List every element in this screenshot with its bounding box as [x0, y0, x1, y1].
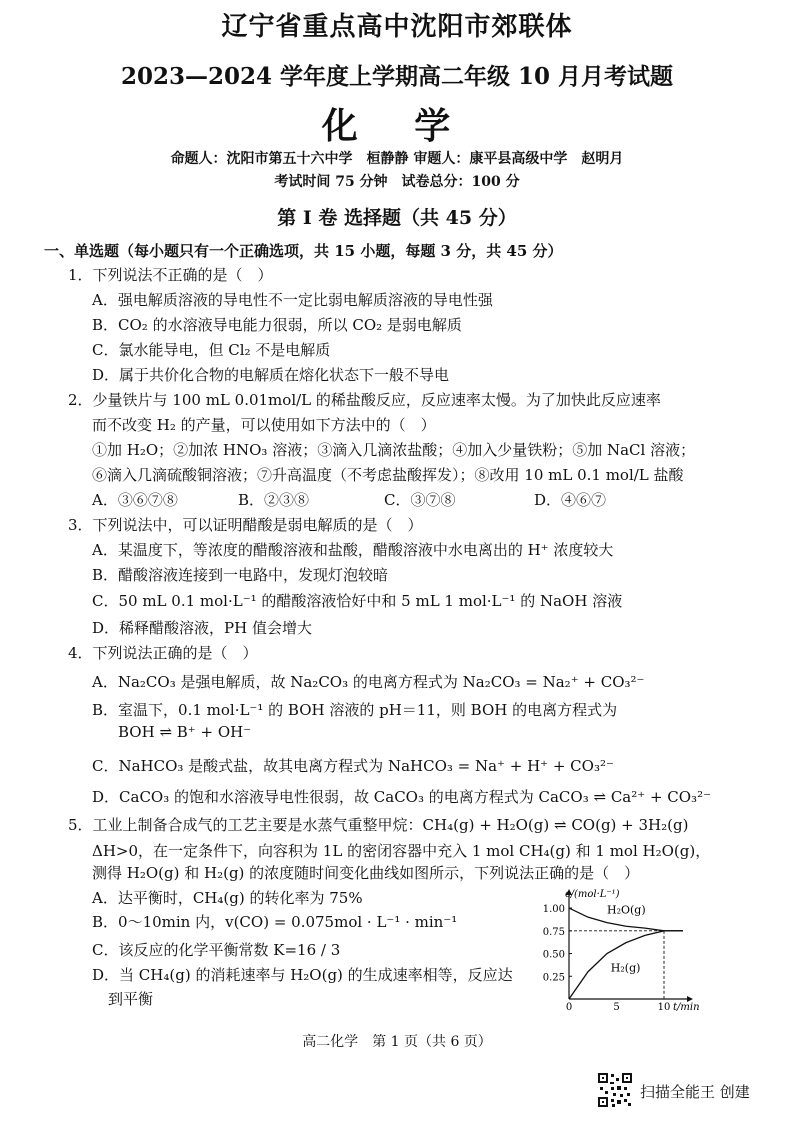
- q2-stem-1: 2．少量铁片与 100 mL 0.01mol/L 的稀盐酸反应，反应速率太慢。为了加快此反应速率: [68, 391, 661, 409]
- q1-option-c: C．氯水能导电，但 Cl₂ 不是电解质: [92, 341, 331, 359]
- q4-option-b-line-1: B．室温下，0.1 mol·L⁻¹ 的 BOH 溶液的 pH＝11，则 BOH 的电离方程式为: [92, 701, 618, 719]
- q2-list-2: ⑥滴入几滴硫酸铜溶液；⑦升高温度（不考虑盐酸挥发）；⑧改用 10 mL 0.1 mol/L 盐酸: [92, 466, 684, 484]
- q5-option-d-line-2: 到平衡: [108, 990, 154, 1008]
- x-tick-label: 5: [613, 1002, 620, 1012]
- q1-option-a: A．强电解质溶液的导电性不一定比弱电解质溶液的导电性强: [92, 291, 493, 309]
- concentration-time-chart: [533, 887, 703, 1012]
- q2-option-b: B．②③⑧: [238, 491, 310, 509]
- part-heading: 一、单选题（每小题只有一个正确选项，共 15 小题，每题 3 分，共 45 分）: [44, 242, 563, 260]
- y-tick-label: 0.25: [542, 972, 565, 984]
- q3-stem: 3．下列说法中，可以证明醋酸是弱电解质的是（ ）: [68, 516, 423, 534]
- q3-option-c: C．50 mL 0.1 mol·L⁻¹ 的醋酸溶液恰好中和 5 mL 1 mol·L⁻¹ 的 NaOH 溶液: [92, 592, 623, 610]
- q2-option-d: D．④⑥⑦: [534, 491, 607, 509]
- q3-option-b: B．醋酸溶液连接到一电路中，发现灯泡较暗: [92, 566, 389, 584]
- y-tick-label: 0.75: [542, 926, 565, 938]
- qr-code-icon: [597, 1072, 633, 1108]
- x-tick-label: 10: [657, 1002, 671, 1012]
- q2-list-1: ①加 H₂O；②加浓 HNO₃ 溶液；③滴入几滴浓盐酸；④加入少量铁粉；⑤加 NaCl 溶液；: [92, 441, 696, 459]
- x-tick-label: 0: [565, 1002, 573, 1012]
- q2-option-c: C．③⑦⑧: [384, 491, 456, 509]
- q4-option-b-line-2: BOH ⇌ B⁺ + OH⁻: [118, 723, 252, 741]
- subject-title: 化 学: [321, 105, 473, 147]
- q5-stem-3: 测得 H₂O(g) 和 H₂(g) 的浓度随时间变化曲线如图所示，下列说法正确的是（ ）: [92, 864, 640, 882]
- section-title: 第 I 卷 选择题（共 45 分）: [277, 207, 517, 229]
- authors-line: 命题人：沈阳市第五十六中学 桓静静 审题人：康平县高级中学 赵明月: [170, 151, 624, 167]
- q5-stem-2: ΔH>0，在一定条件下，向容积为 1L 的密闭容器中充入 1 mol CH₄(g) 和 1 mol H₂O(g)，: [92, 842, 711, 860]
- q2-stem-2: 而不改变 H₂ 的产量，可以使用如下方法中的（ ）: [92, 416, 436, 434]
- q4-option-c: C．NaHCO₃ 是酸式盐，故其电离方程式为 NaHCO₃ = Na⁺ + H⁺ + CO₃²⁻: [92, 757, 614, 775]
- q5-option-b: B．0～10min 内，v(CO) = 0.075mol · L⁻¹ · min⁻¹: [92, 913, 458, 931]
- y-tick-label: 1.00: [542, 904, 565, 916]
- q1-option-b: B．CO₂ 的水溶液导电能力很弱，所以 CO₂ 是弱电解质: [92, 316, 462, 334]
- q2-option-a: A．③⑥⑦⑧: [92, 491, 178, 509]
- q1-stem: 1．下列说法不正确的是（ ）: [68, 266, 273, 284]
- h2o-series-label: H₂O(g): [607, 903, 646, 917]
- q5-option-c: C．该反应的化学平衡常数 K=16 / 3: [92, 941, 341, 959]
- h2-series-label: H₂(g): [610, 961, 641, 975]
- y-axis-label: c/(mol·L⁻¹): [565, 889, 620, 900]
- q4-option-a: A．Na₂CO₃ 是强电解质，故 Na₂CO₃ 的电离方程式为 Na₂CO₃ = Na₂⁺ + CO₃²⁻: [92, 673, 645, 691]
- q4-option-d: D．CaCO₃ 的饱和水溶液导电性很弱，故 CaCO₃ 的电离方程式为 CaCO₃ ⇌ Ca²⁺ + CO₃²⁻: [92, 788, 712, 806]
- page-footer: 高二化学 第 1 页（共 6 页）: [302, 1034, 492, 1050]
- q5-option-d-line-1: D．当 CH₄(g) 的消耗速率与 H₂O(g) 的生成速率相等，反应达: [92, 966, 513, 984]
- q3-option-d: D．稀释醋酸溶液，PH 值会增大: [92, 619, 312, 637]
- time-score-line: 考试时间 75 分钟 试卷总分：100 分: [274, 174, 520, 190]
- y-tick-label: 0.50: [542, 949, 565, 961]
- scanner-watermark: 扫描全能王 创建: [640, 1083, 750, 1101]
- school-title: 辽宁省重点高中沈阳市郊联体: [221, 12, 573, 42]
- q5-option-a: A．达平衡时，CH₄(g) 的转化率为 75%: [92, 889, 363, 907]
- q4-stem: 4．下列说法正确的是（ ）: [68, 644, 258, 662]
- q1-option-d: D．属于共价化合物的电解质在熔化状态下一般不导电: [92, 366, 450, 384]
- q3-option-a: A．某温度下，等浓度的醋酸溶液和盐酸，醋酸溶液中水电离出的 H⁺ 浓度较大: [92, 541, 614, 559]
- exam-title: 2023—2024 学年度上学期高二年级 10 月月考试题: [120, 63, 674, 90]
- q5-stem-1: 5．工业上制备合成气的工艺主要是水蒸气重整甲烷：CH₄(g) + H₂O(g) ⇌ CO(g) + 3H₂(g): [68, 816, 689, 834]
- x-axis-label: t/min: [673, 1002, 700, 1012]
